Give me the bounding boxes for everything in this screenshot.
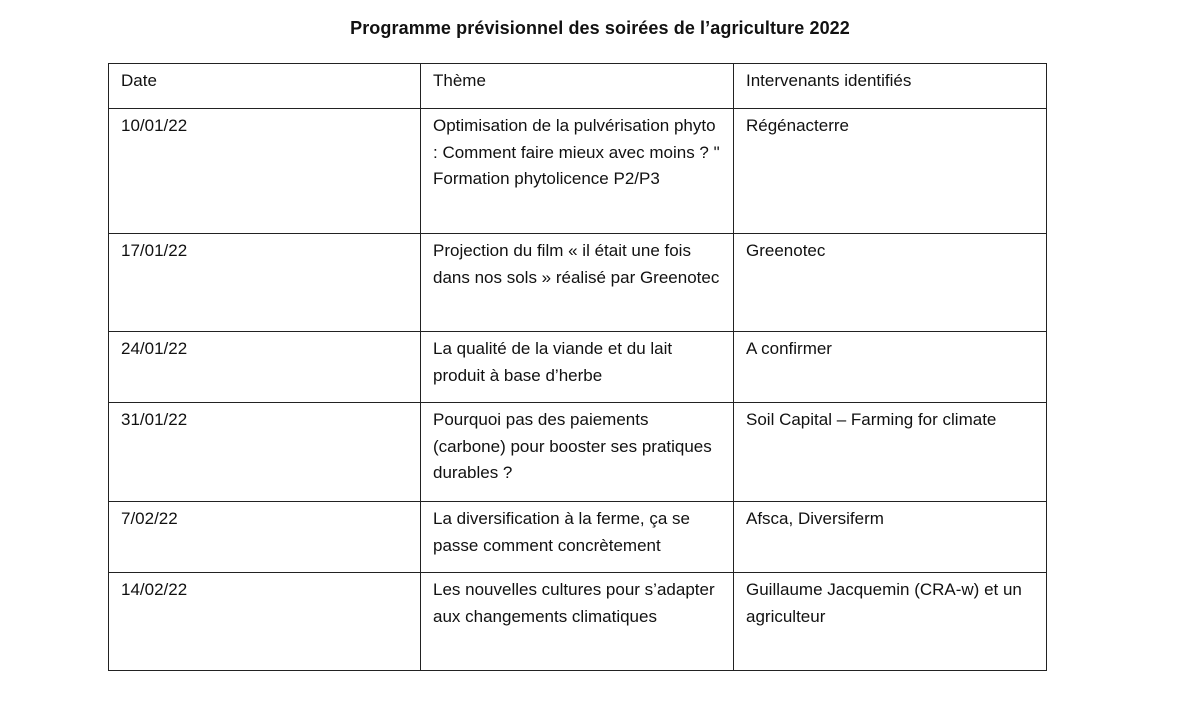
speakers-cell: Guillaume Jacquemin (CRA-w) et un agriculteur (734, 573, 1047, 671)
theme-cell: La qualité de la viande et du lait produit à base d’herbe (421, 332, 734, 403)
theme-cell: Projection du film « il était une fois dans nos sols » réalisé par Greenotec (421, 234, 734, 332)
column-header-date: Date (109, 64, 421, 109)
speakers-cell: Greenotec (734, 234, 1047, 332)
page-title: Programme prévisionnel des soirées de l’agriculture 2022 (350, 18, 850, 38)
table-row (109, 332, 1047, 403)
speakers-cell: Régénacterre (734, 109, 1047, 234)
column-header-speakers: Intervenants identifiés (734, 64, 1047, 109)
date-cell: 31/01/22 (109, 403, 421, 502)
table-header-row (109, 64, 1047, 109)
date-cell: 24/01/22 (109, 332, 421, 403)
date-cell: 7/02/22 (109, 502, 421, 573)
date-cell: 17/01/22 (109, 234, 421, 332)
table-row (109, 573, 1047, 671)
theme-cell: La diversification à la ferme, ça se passe comment concrètement (421, 502, 734, 573)
date-cell: 10/01/22 (109, 109, 421, 234)
theme-cell: Les nouvelles cultures pour s’adapter aux changements climatiques (421, 573, 734, 671)
table-row (109, 403, 1047, 502)
table-row (109, 502, 1047, 573)
date-cell: 14/02/22 (109, 573, 421, 671)
speakers-cell: Afsca, Diversiferm (734, 502, 1047, 573)
theme-cell: Optimisation de la pulvérisation phyto : Comment faire mieux avec moins ? " Formation phytolicence P2/P3 (421, 109, 734, 234)
table-row (109, 109, 1047, 234)
schedule-table (108, 63, 1047, 671)
speakers-cell: A confirmer (734, 332, 1047, 403)
speakers-cell: Soil Capital – Farming for climate (734, 403, 1047, 502)
column-header-theme: Thème (421, 64, 734, 109)
theme-cell: Pourquoi pas des paiements (carbone) pour booster ses pratiques durables ? (421, 403, 734, 502)
table-row (109, 234, 1047, 332)
